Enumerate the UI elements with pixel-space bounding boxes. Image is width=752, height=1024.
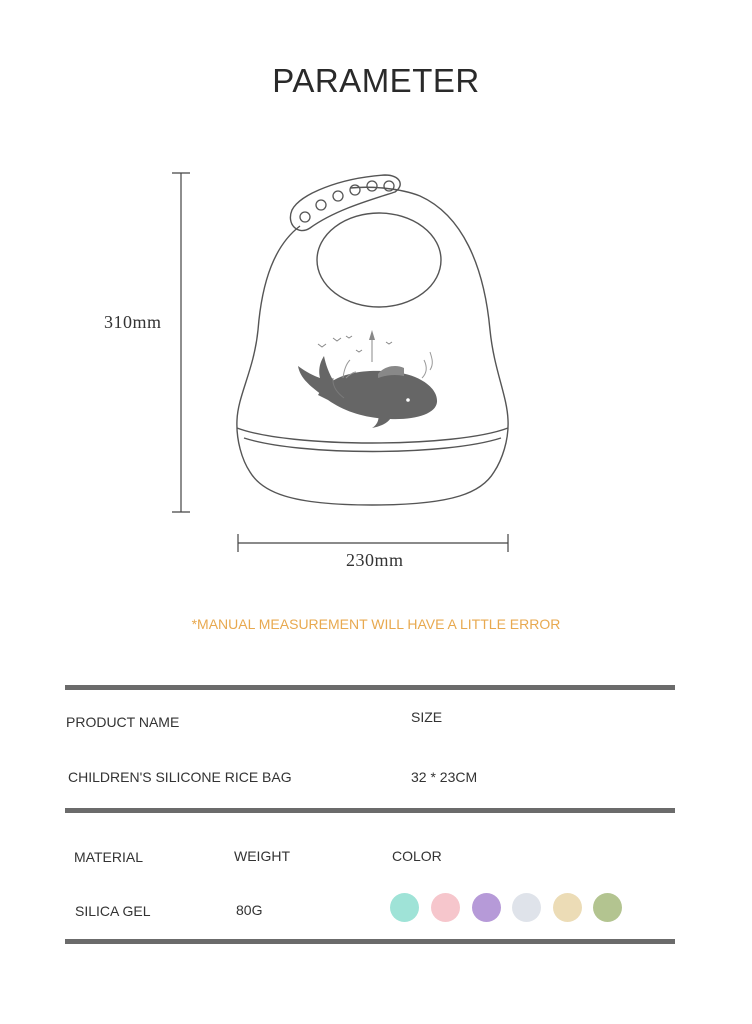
material-value: SILICA GEL: [75, 903, 151, 919]
color-swatch-purple: [472, 893, 501, 922]
color-swatch-pink: [431, 893, 460, 922]
height-dimension-label: 310mm: [104, 312, 162, 332]
product-name-value: CHILDREN'S SILICONE RICE BAG: [68, 769, 292, 785]
weight-value: 80G: [236, 902, 263, 918]
weight-header: WEIGHT: [234, 848, 290, 864]
size-header: SIZE: [411, 709, 443, 725]
height-dimension-line: [172, 173, 190, 512]
width-dimension-label: 230mm: [346, 550, 404, 570]
color-swatch-sage: [593, 893, 622, 922]
whale-icon: [298, 330, 437, 428]
table-middle-divider: [65, 808, 675, 813]
color-swatches: [390, 893, 630, 923]
table-bottom-divider: [65, 939, 675, 944]
color-swatch-cream: [553, 893, 582, 922]
product-name-header: PRODUCT NAME: [66, 714, 180, 730]
size-value: 32 * 23CM: [411, 769, 478, 785]
color-header: COLOR: [392, 848, 442, 864]
measurement-note: *MANUAL MEASUREMENT WILL HAVE A LITTLE ERROR: [191, 616, 561, 632]
table-top-divider: [65, 685, 675, 690]
color-swatch-light-grey: [512, 893, 541, 922]
page-title: PARAMETER: [272, 62, 480, 99]
material-header: MATERIAL: [74, 849, 143, 865]
color-swatch-mint: [390, 893, 419, 922]
